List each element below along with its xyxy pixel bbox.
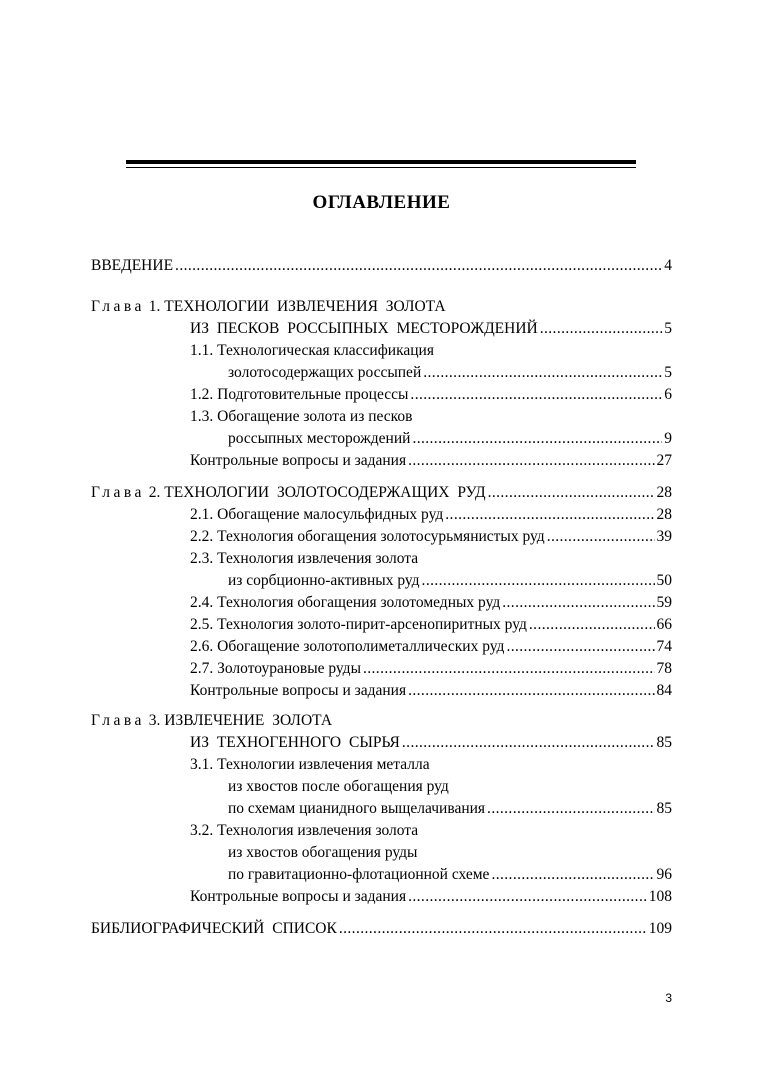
chapter-number: 2.: [148, 484, 161, 501]
toc-entry-2-5[interactable]: [190, 614, 672, 636]
toc-page-number: 109: [648, 920, 672, 937]
toc-entry-label: ИЗ ПЕСКОВ РОССЫПНЫХ МЕСТОРОЖДЕНИЙ: [190, 320, 538, 337]
toc-page-number: 6: [664, 386, 672, 403]
toc-entry-label-3-1-cont[interactable]: из хвостов после обогащения руд: [228, 778, 449, 795]
toc-entry-2-3[interactable]: [228, 570, 672, 592]
dot-leader: [423, 362, 662, 384]
chapter-heading-3[interactable]: [91, 710, 332, 732]
toc-entry-1-3[interactable]: [228, 428, 672, 450]
toc-entry-3-1[interactable]: [228, 798, 672, 820]
toc-page-number: 78: [656, 660, 672, 677]
toc-page-number: 85: [656, 800, 672, 817]
toc-entry-2-7[interactable]: [190, 658, 672, 680]
toc-page-number: 85: [656, 734, 672, 751]
dot-leader: [363, 658, 655, 680]
dot-leader: [410, 384, 662, 406]
toc-entry-label: 2.7. Золотоурановые руды: [190, 660, 361, 677]
toc-entry-label: 2.4. Технология обогащения золотомедных руд: [190, 594, 501, 611]
chapter-prefix: Глава: [91, 298, 145, 315]
dot-leader: [491, 864, 654, 886]
toc-entry-2-4[interactable]: [190, 592, 672, 614]
toc-entry-label-3-2[interactable]: 3.2. Технология извлечения золота: [190, 822, 419, 839]
toc-entry-label: по схемам цианидного выщелачивания: [228, 800, 486, 817]
dot-leader: [540, 318, 663, 340]
toc-page-number: 108: [648, 888, 672, 905]
chapter-number: 3.: [148, 712, 161, 729]
toc-entry-chapter-2[interactable]: [91, 482, 672, 504]
toc-entry-label: Контрольные вопросы и задания: [190, 682, 407, 699]
toc-entry-chapter-3[interactable]: [190, 732, 672, 754]
dot-leader: [547, 526, 655, 548]
toc-entry-label: ИЗ ТЕХНОГЕННОГО СЫРЬЯ: [190, 734, 400, 751]
toc-entry-3-questions[interactable]: [190, 886, 672, 908]
dot-leader: [408, 886, 647, 908]
toc-page-number: 50: [656, 572, 672, 589]
toc-entry-1-questions[interactable]: [190, 450, 672, 472]
toc-entry-3-2[interactable]: [228, 864, 672, 886]
toc-entry-label: золотосодержащих россыпей: [228, 364, 422, 381]
chapter-title: ТЕХНОЛОГИИ ИЗВЛЕЧЕНИЯ ЗОЛОТА: [164, 298, 446, 315]
dot-leader: [502, 592, 654, 614]
toc-entry-label: 1.2. Подготовительные процессы: [190, 386, 409, 403]
chapter-number: 1.: [148, 298, 161, 315]
toc-entry-label-1-1[interactable]: 1.1. Технологическая классификация: [190, 342, 434, 359]
toc-entry-2-questions[interactable]: [190, 680, 672, 702]
toc-page-number: 59: [656, 594, 672, 611]
toc-page-number: 5: [664, 364, 672, 381]
toc-entry-label: Контрольные вопросы и задания: [190, 452, 407, 469]
dot-leader: [412, 428, 662, 450]
toc-entry-label: ВВЕДЕНИЕ: [91, 257, 174, 274]
toc-entry-label: [91, 482, 486, 504]
toc-page-number: 28: [656, 484, 672, 501]
toc-entry-1-2[interactable]: [190, 384, 672, 406]
toc-entry-label: 2.1. Обогащение малосульфидных руд: [190, 506, 444, 523]
toc-entry-label: БИБЛИОГРАФИЧЕСКИЙ СПИСОК: [91, 920, 337, 937]
dot-leader: [175, 255, 662, 277]
toc-entry-label: 2.5. Технология золото-пирит-арсенопиритных руд: [190, 616, 527, 633]
toc-page-number: 39: [656, 528, 672, 545]
dot-leader: [339, 918, 647, 940]
toc-entry-2-6[interactable]: [190, 636, 672, 658]
dot-leader: [487, 798, 654, 820]
toc-entry-label: 2.2. Технология обогащения золотосурьмянистых руд: [190, 528, 545, 545]
chapter-title: ТЕХНОЛОГИИ ЗОЛОТОСОДЕРЖАЩИХ РУД: [164, 484, 486, 501]
toc-entry-label: Контрольные вопросы и задания: [190, 888, 407, 905]
toc-entry-label: по гравитационно-флотационной схеме: [228, 866, 490, 883]
toc-page-number: 5: [664, 320, 672, 337]
toc-entry-1-1[interactable]: [228, 362, 672, 384]
toc-page-number: 84: [656, 682, 672, 699]
dot-leader: [408, 680, 654, 702]
toc-entry-label-1-3[interactable]: 1.3. Обогащение золота из песков: [190, 408, 413, 425]
dot-leader: [488, 482, 655, 504]
toc-page-number: 27: [656, 452, 672, 469]
toc-entry-label-3-2-cont[interactable]: из хвостов обогащения руды: [228, 844, 418, 861]
toc-page-number: 96: [656, 866, 672, 883]
toc-entry-bibliography[interactable]: [91, 918, 672, 940]
toc-entry-label-3-1[interactable]: 3.1. Технологии извлечения металла: [190, 756, 430, 773]
toc-page-number: 74: [656, 638, 672, 655]
dot-leader: [445, 504, 654, 526]
dot-leader: [422, 570, 655, 592]
toc-page-number: 28: [656, 506, 672, 523]
chapter-heading-1[interactable]: [91, 296, 446, 318]
chapter-title: ИЗВЛЕЧЕНИЕ ЗОЛОТА: [164, 712, 333, 729]
toc-page-number: 66: [656, 616, 672, 633]
chapter-prefix: Глава: [91, 712, 145, 729]
page-title: ОГЛАВЛЕНИЕ: [312, 192, 451, 213]
toc-entry-2-2[interactable]: [190, 526, 672, 548]
toc-entry-chapter-1[interactable]: [190, 318, 672, 340]
toc-page-number: 4: [664, 257, 672, 274]
dot-leader: [506, 636, 654, 658]
toc-entry-intro[interactable]: [91, 255, 672, 277]
toc-entry-label: из сорбционно-активных руд: [228, 572, 420, 589]
dot-leader: [529, 614, 655, 636]
toc-entry-2-1[interactable]: [190, 504, 672, 526]
toc-page-number: 9: [664, 430, 672, 447]
toc-entry-label: 2.6. Обогащение золотополиметаллических руд: [190, 638, 505, 655]
toc-entry-label: россыпных месторождений: [228, 430, 411, 447]
dot-leader: [408, 450, 654, 472]
page-number: 3: [665, 991, 672, 1005]
dot-leader: [402, 732, 655, 754]
toc-entry-label-2-3[interactable]: 2.3. Технология извлечения золота: [190, 550, 419, 567]
chapter-prefix: Глава: [91, 484, 145, 501]
